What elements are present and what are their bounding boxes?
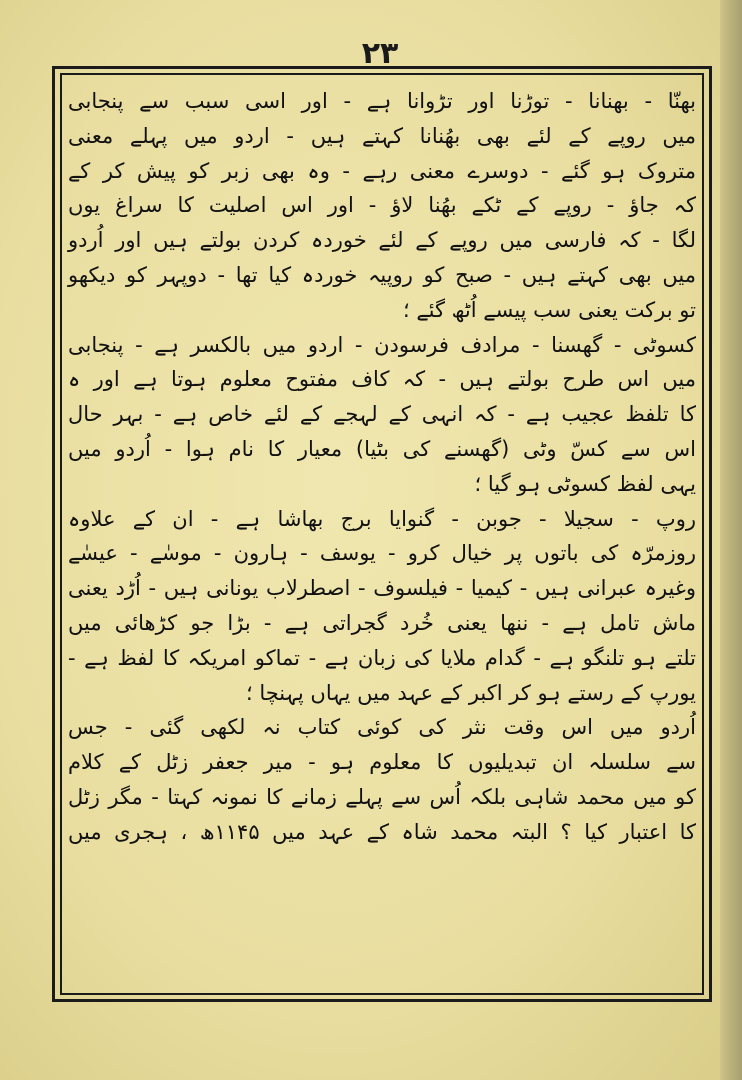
text-line: بھنّا - بھنانا - توڑنا اور تڑوانا ہے - اور اسی سبب سے پنجابی — [68, 89, 696, 113]
text-line: یورپ کے رستے ہو کر اکبر کے عہد میں یہاں پہنچا ؛ — [245, 680, 696, 705]
page-gutter — [720, 0, 742, 1080]
text-line: کسوٹی - گھسنا - مرادف فرسودن - اردو میں بالکسر ہے - پنجابی — [68, 332, 696, 357]
text-line: یہی لفظ کسوٹی ہو گیا ؛ — [474, 471, 696, 496]
text-line: اس سے کسّ وٹی (گھسنے کی بٹیا) معیار کا نام ہوا - اُردو میں — [68, 436, 696, 461]
text-line: تلتے ہو تلنگو ہے - گدام ملایا کی زبان ہے - تماکو امریکہ کا لفظ ہے - — [68, 645, 696, 670]
text-line: وغیرہ عبرانی ہیں - کیمیا - فیلسوف - اصطرلاب یونانی ہیں - اُڑد یعنی — [68, 576, 696, 601]
text-line: کو میں محمد شاہی بلکہ اُس سے پہلے زمانے کا نمونہ کہتا - مگر زٹل — [68, 784, 696, 809]
text-line: اُردو میں اس وقت نثر کی کوئی کتاب نہ لکھی گئی - جس — [68, 715, 696, 740]
text-line: کہ جاؤ - روپے کے ٹکے بھُنا لاؤ - اور اس اصلیت کا سراغ یوں — [68, 193, 696, 218]
text-line: روپ - سجیلا - جوبن - گنوایا برج بھاشا ہے - ان کے علاوہ — [68, 506, 696, 531]
text-line: میں روپے کے لئے بھی بھُنانا کہتے ہیں - اردو میں پہلے معنی — [68, 123, 696, 148]
text-line: روزمرّہ کی باتوں پر خیال کرو - یوسف - ہارون - موسٰے - عیسٰے — [68, 541, 696, 566]
text-line: میں اس طرح بولتے ہیں - کہ کاف مفتوح معلوم ہوتا ہے اور ہ — [68, 367, 696, 392]
text-line: میں بھی کہتے ہیں - صبح کو روپیہ خوردہ کیا تھا - دوپہر کو دیکھو — [68, 262, 696, 287]
text-line: لگا - کہ فارسی میں روپے کے لئے خوردہ کردن بولتے ہیں اور اُردو — [68, 228, 696, 253]
text-line: کا تلفظ عجیب ہے - کہ انہی کے لہجے کے لئے خاص ہے - بہر حال — [68, 402, 696, 427]
text-line: سے سلسلہ ان تبدیلیوں کا معلوم ہو - میر جعفر زٹل کے کلام — [68, 750, 696, 775]
text-line: ماش تامل ہے - ننھا یعنی خُرد گجراتی ہے - بڑا جو کڑھائی میں — [68, 610, 696, 635]
text-line: متروک ہو گئے - دوسرے معنی رہے - وہ بھی زبر کو پیش کر کے — [68, 158, 696, 183]
text-line: تو برکت یعنی سب پیسے اُٹھ گئے ؛ — [403, 297, 696, 322]
urdu-text-block — [66, 84, 698, 990]
text-line: کا اعتبار کیا ؟ البتہ محمد شاہ کے عہد میں ۱۱۴۵ھ ، ہجری میں — [68, 819, 696, 844]
page-number: ۲۳ — [361, 36, 399, 71]
